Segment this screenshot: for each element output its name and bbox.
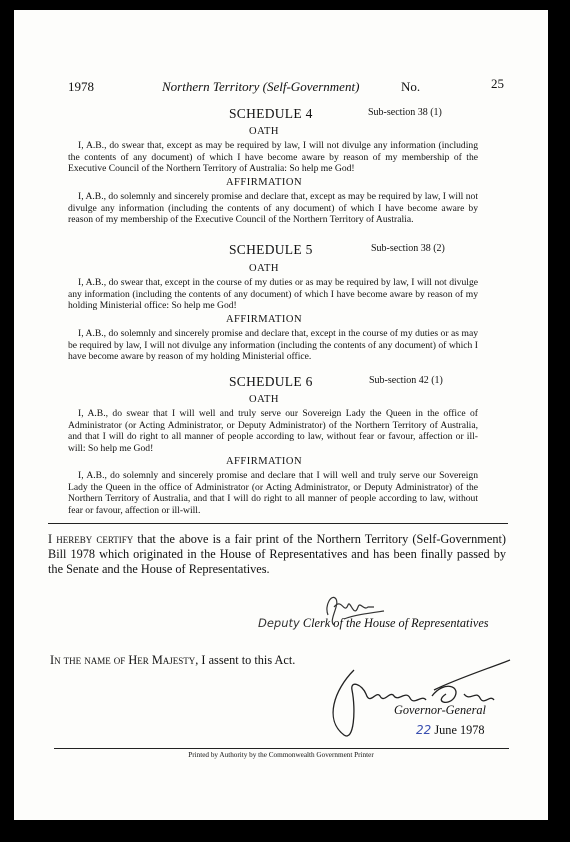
- schedule-5-oath-text: I, A.B., do swear that, except in the course of my duties or as may be required by law, I will not divulge any information (including the contents of any document) of which I have become aware by reason of my holding Ministerial office: So help me God!: [68, 277, 478, 312]
- header-no-label: No.: [401, 79, 421, 94]
- footer-divider: [54, 748, 509, 749]
- schedule-4-affirmation-title: AFFIRMATION: [225, 177, 303, 188]
- schedule-4-oath-title: OATH: [249, 126, 279, 137]
- clerk-title: Deputy Clerk of the House of Representatives: [258, 616, 489, 630]
- schedule-6-subsection: Sub-section 42 (1): [369, 375, 443, 386]
- certification-text: I hereby certify that the above is a fair print of the Northern Territory (Self-Government) Bill 1978 which originated in the House of Representatives and has been finally passed by the Senate and the House of Representatives.: [48, 532, 506, 576]
- schedule-4-title: SCHEDULE 4: [229, 106, 313, 121]
- schedule-6-affirmation-title: AFFIRMATION: [225, 456, 303, 467]
- schedule-5-subsection: Sub-section 38 (2): [371, 243, 445, 254]
- schedule-6-oath-title: OATH: [249, 394, 279, 405]
- document-page: [14, 10, 548, 820]
- schedule-5-oath-title: OATH: [249, 263, 279, 274]
- schedule-5-affirmation-title: AFFIRMATION: [225, 314, 303, 325]
- schedule-6-title: SCHEDULE 6: [229, 374, 313, 389]
- divider-line: [48, 523, 508, 524]
- page-number: 25: [491, 76, 504, 91]
- assent-date: 22 June 1978: [416, 723, 485, 737]
- header-year: 1978: [68, 79, 94, 94]
- header-title: Northern Territory (Self-Government): [162, 79, 360, 94]
- schedule-6-affirmation-text: I, A.B., do solemnly and sincerely promise and declare that I will well and truly serve our Sovereign Lady the Queen in the office of Administrator (or Acting Administrator, or Deputy Administrator) of the Northern Territory of Australia, and that I will do right to all manner of people according to law, without fear or favour, affection or ill-will.: [68, 470, 478, 516]
- printer-note: Printed by Authority by the Commonwealth Government Printer: [188, 751, 374, 759]
- schedule-5-affirmation-text: I, A.B., do solemnly and sincerely promise and declare that, except in the course of my duties or as may be required by law, I will not divulge any information (including the contents of any document) of which I have become aware by reason of my holding Ministerial office.: [68, 328, 478, 363]
- schedule-5-title: SCHEDULE 5: [229, 242, 313, 257]
- schedule-4-affirmation-text: I, A.B., do solemnly and sincerely promise and declare that, except as may be required by law, I will not divulge any information (including the contents of any document) of which I have become aware by reason of my membership of the Executive Council of the Northern Territory of Australia.: [68, 191, 478, 226]
- governor-general-title: Governor-General: [394, 703, 486, 717]
- schedule-4-oath-text: I, A.B., do swear that, except as may be required by law, I will not divulge any information (including the contents of any document) of which I have become aware by reason of my membership of the Executive Council of the Northern Territory of Australia: So help me God!: [68, 140, 478, 175]
- schedule-4-subsection: Sub-section 38 (1): [368, 107, 442, 118]
- assent-text: In the name of Her Majesty, I assent to this Act.: [50, 653, 296, 667]
- schedule-6-oath-text: I, A.B., do swear that I will well and truly serve our Sovereign Lady the Queen in the office of Administrator (or Acting Administrator, or Deputy Administrator) of the Northern Territory of Australia, and that I will do right to all manner of people according to law, without fear or favour, affection or ill-will: So help me God!: [68, 408, 478, 454]
